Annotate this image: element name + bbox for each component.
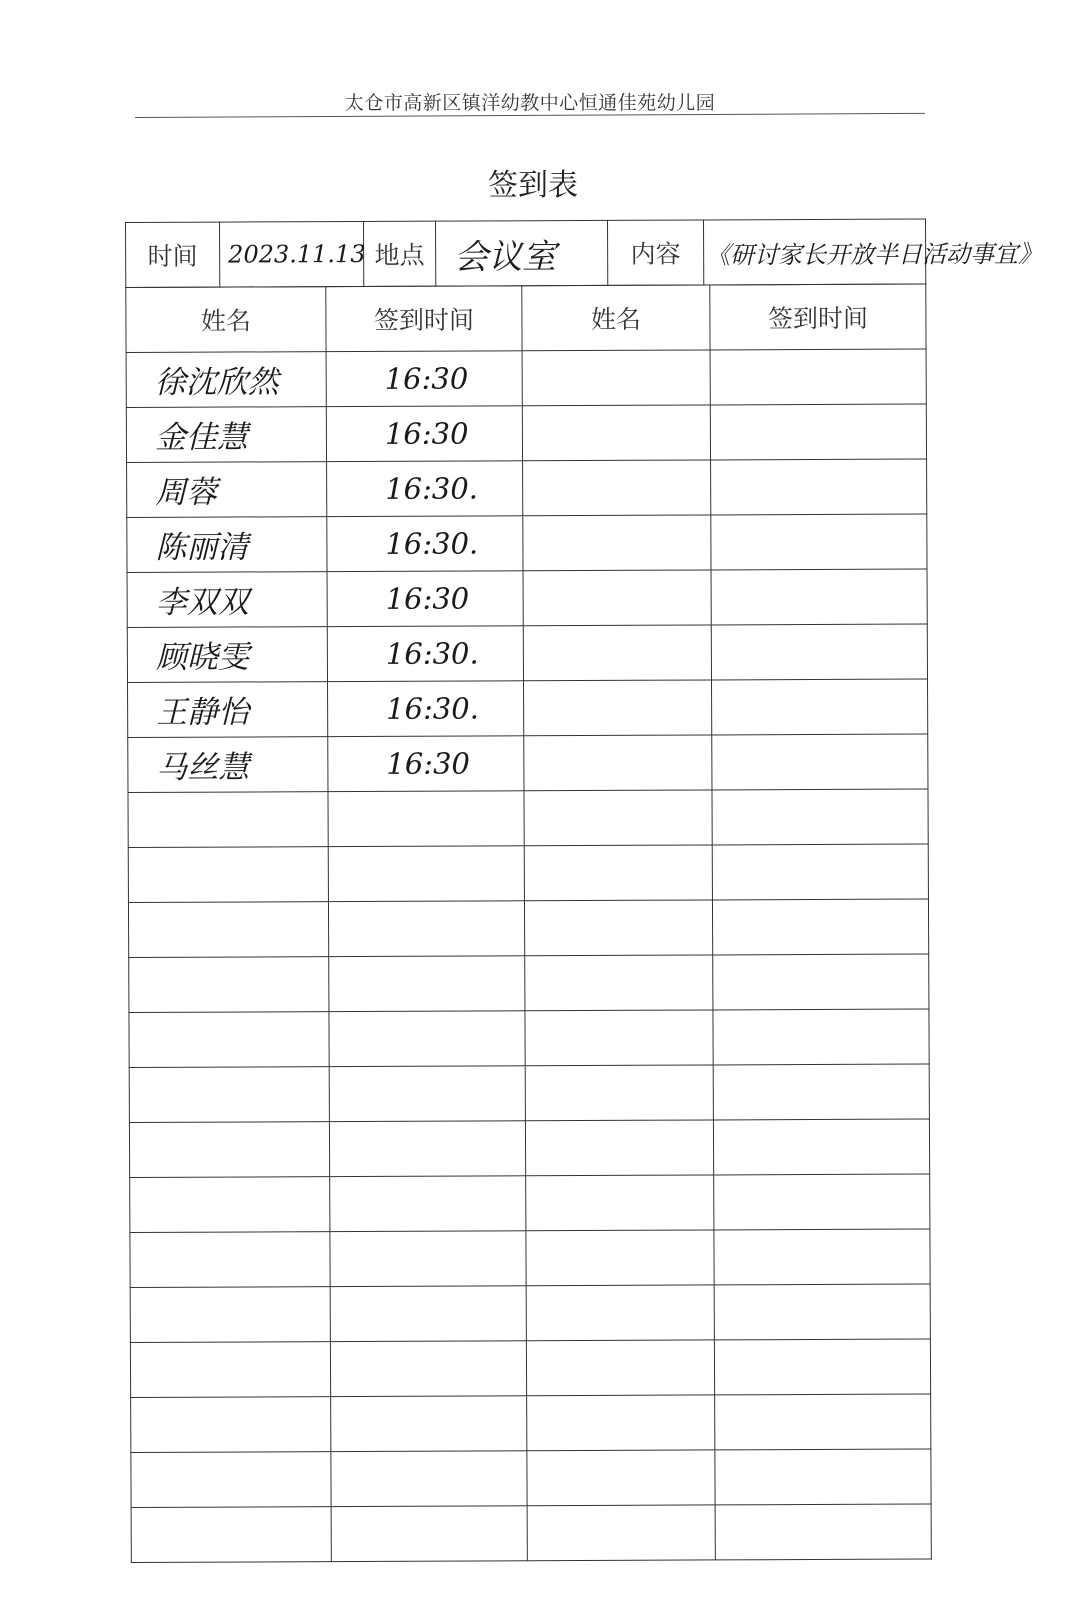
signature-name	[128, 901, 328, 957]
sign-in-time-cell-2[interactable]	[715, 1448, 931, 1504]
signature-name	[129, 1121, 329, 1177]
table-row	[131, 1393, 931, 1451]
page-title: 签到表	[488, 168, 578, 203]
sign-in-time-cell-2[interactable]	[711, 569, 927, 625]
sign-in-time: 16:30.	[328, 680, 524, 736]
sign-in-time-cell-2[interactable]	[715, 1503, 931, 1559]
sign-in-time: 16:30.	[327, 460, 523, 516]
table-row	[126, 404, 926, 462]
signature-name	[130, 1341, 330, 1397]
sign-in-time	[330, 1340, 526, 1396]
sign-in-time	[331, 1395, 527, 1451]
table-row	[128, 679, 928, 737]
sign-in-time-cell-2[interactable]	[713, 1118, 929, 1174]
sign-in-time	[331, 1505, 527, 1561]
table-row	[128, 789, 928, 847]
signature-name-cell-2[interactable]	[526, 1284, 714, 1340]
sign-in-time	[328, 845, 524, 901]
table-row	[129, 1063, 929, 1121]
institution-header: 太仓市高新区镇洋幼教中心恒通佳苑幼儿园	[344, 92, 716, 114]
table-row	[127, 459, 927, 517]
sign-in-time	[328, 900, 524, 956]
signature-name-cell-2[interactable]	[523, 459, 711, 515]
signature-name-cell-2[interactable]	[525, 1119, 713, 1175]
sign-in-time	[330, 1230, 526, 1286]
signature-name-cell-2[interactable]	[524, 789, 712, 845]
signature-name-cell-2[interactable]	[522, 404, 710, 460]
place-value: 会议室	[435, 220, 607, 286]
sign-in-time	[330, 1285, 526, 1341]
signature-name	[130, 1176, 330, 1232]
table-row	[131, 1448, 931, 1506]
sign-in-time	[329, 955, 525, 1011]
signature-name-cell-2[interactable]	[525, 954, 713, 1010]
signature-name	[130, 1231, 330, 1287]
sign-in-time-cell-2[interactable]	[714, 1173, 930, 1229]
sign-in-time-cell-2[interactable]	[712, 679, 928, 735]
table-row	[130, 1338, 930, 1396]
sign-in-time	[328, 790, 524, 846]
sign-in-time-cell-2[interactable]	[712, 734, 928, 790]
table-row	[127, 624, 927, 682]
place-label: 地点	[363, 221, 435, 286]
signature-name-cell-2[interactable]	[527, 1449, 715, 1505]
signature-name	[129, 1066, 329, 1122]
table-row	[126, 349, 926, 407]
attendance-table	[125, 283, 932, 1562]
sign-in-time-cell-2[interactable]	[713, 954, 929, 1010]
sign-in-time	[329, 1010, 525, 1066]
signature-name	[129, 956, 329, 1012]
info-row	[126, 219, 926, 287]
signature-name	[131, 1506, 331, 1562]
sign-in-time-cell-2[interactable]	[714, 1338, 930, 1394]
signature-name	[128, 846, 328, 902]
signature-name-cell-2[interactable]	[523, 569, 711, 625]
signature-name-cell-2[interactable]	[524, 899, 712, 955]
column-header-name-2: 姓名	[522, 284, 710, 350]
signature-name-cell-2[interactable]	[526, 1229, 714, 1285]
signature-name-cell-2[interactable]	[527, 1394, 715, 1450]
sign-in-sheet	[125, 219, 1043, 1470]
sign-in-time-cell-2[interactable]	[712, 789, 928, 845]
signature-name: 金佳慧	[126, 406, 326, 462]
sign-in-time: 16:30.	[327, 625, 523, 681]
signature-name	[128, 791, 328, 847]
sign-in-time: 16:30	[327, 570, 523, 626]
sign-in-time-cell-2[interactable]	[710, 349, 926, 405]
signature-name-cell-2[interactable]	[523, 624, 711, 680]
sign-in-time-cell-2[interactable]	[711, 459, 927, 515]
signature-name-cell-2[interactable]	[525, 1009, 713, 1065]
column-header-row	[126, 284, 926, 352]
table-row	[131, 1503, 931, 1561]
sign-in-time: 16:30	[328, 735, 524, 791]
table-row	[127, 514, 927, 572]
table-row	[130, 1283, 930, 1341]
signature-name-cell-2[interactable]	[527, 1504, 715, 1560]
column-header-time-1: 签到时间	[326, 285, 522, 351]
sign-in-time: 16:30	[326, 405, 522, 461]
sign-in-time-cell-2[interactable]	[712, 844, 928, 900]
table-row	[130, 1228, 930, 1286]
table-row	[129, 1008, 929, 1066]
signature-name-cell-2[interactable]	[524, 734, 712, 790]
column-header-name-1: 姓名	[126, 286, 326, 352]
sign-in-time-cell-2[interactable]	[715, 1393, 931, 1449]
time-label: 时间	[126, 222, 220, 287]
table-row	[128, 844, 928, 902]
signature-name	[129, 1011, 329, 1067]
table-row	[129, 1118, 929, 1176]
sign-in-time	[329, 1120, 525, 1176]
signature-name: 周蓉	[127, 461, 327, 517]
signature-name	[131, 1396, 331, 1452]
signature-name: 徐沈欣然	[126, 351, 326, 407]
table-row	[130, 1173, 930, 1231]
table-row	[127, 569, 927, 627]
table-row	[128, 899, 928, 957]
signature-name	[130, 1286, 330, 1342]
sign-in-time	[329, 1065, 525, 1121]
sign-in-time-cell-2[interactable]	[710, 404, 926, 460]
signature-name-cell-2[interactable]	[524, 679, 712, 735]
sign-in-time-cell-2[interactable]	[714, 1283, 930, 1339]
time-value: 2023.11.13	[220, 221, 364, 287]
signature-name-cell-2[interactable]	[525, 1064, 713, 1120]
signature-name: 王静怡	[128, 681, 328, 737]
signature-name-cell-2[interactable]	[526, 1174, 714, 1230]
table-row	[129, 954, 929, 1012]
sign-in-time-cell-2[interactable]	[714, 1228, 930, 1284]
sign-in-time-cell-2[interactable]	[711, 624, 927, 680]
signature-name-cell-2[interactable]	[526, 1339, 714, 1395]
signature-name: 顾晓雯	[127, 626, 327, 682]
sign-in-time: 16:30.	[327, 515, 523, 571]
table-row	[128, 734, 928, 792]
sign-in-time-cell-2[interactable]	[713, 1063, 929, 1119]
content-label: 内容	[607, 220, 703, 285]
signature-name: 马丝慧	[128, 736, 328, 792]
signature-name-cell-2[interactable]	[523, 514, 711, 570]
signature-name: 李双双	[127, 571, 327, 627]
signature-name: 陈丽清	[127, 516, 327, 572]
info-table	[125, 219, 1043, 288]
sign-in-time	[331, 1450, 527, 1506]
sign-in-time-cell-2[interactable]	[712, 899, 928, 955]
content-value: 《研讨家长开放半日活动事宜》	[703, 219, 925, 285]
sign-in-time	[330, 1175, 526, 1231]
signature-name-cell-2[interactable]	[524, 844, 712, 900]
signature-name	[131, 1451, 331, 1507]
column-header-time-2: 签到时间	[710, 284, 926, 350]
signature-name-cell-2[interactable]	[522, 349, 710, 405]
sign-in-time-cell-2[interactable]	[713, 1008, 929, 1064]
sign-in-time: 16:30	[326, 350, 522, 406]
sign-in-time-cell-2[interactable]	[711, 514, 927, 570]
